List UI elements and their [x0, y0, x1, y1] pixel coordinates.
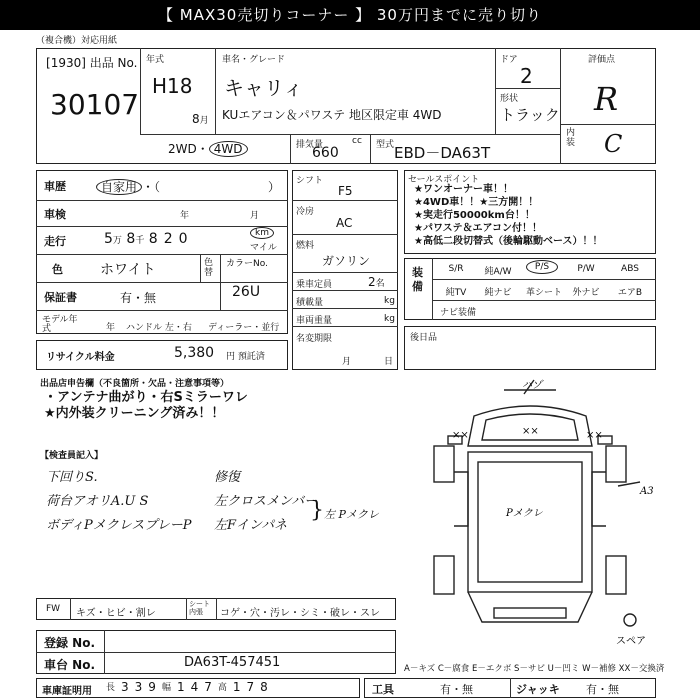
note-line: ・アンテナ曲がり・右Sミラーワレ [44, 390, 248, 405]
diagram-label: スペア [616, 636, 646, 646]
month-value: 8月 [192, 112, 209, 126]
diagram-label: ×× [452, 430, 469, 441]
sales-point-item: ★パワステ＆エアコン付！！ [414, 223, 542, 234]
equip-ext-navi: 外ナビ [572, 288, 600, 298]
interior-value: C [604, 130, 623, 158]
cert-digit: 1 [232, 680, 241, 694]
color-no-value: 26U [232, 284, 261, 300]
inspector-line: 下回りS. [46, 470, 98, 485]
front-left-wheel-shape [434, 446, 454, 482]
diagram-label: Pメクレ [506, 508, 543, 519]
score-value: R [594, 80, 619, 118]
diagram-label: ×× [522, 426, 539, 437]
banner-title: 【 MAX30売切りコーナー 】 30万円までに売り切り [0, 0, 700, 30]
bed-inner-shape [478, 462, 582, 582]
cert-length-label: 長 [106, 683, 116, 693]
note-line: ★内外装クリーニング済み！！ [44, 406, 225, 421]
model-year-unit: 年 [106, 323, 116, 333]
brace-icon: } [310, 498, 324, 523]
front-right-wheel-shape [606, 446, 626, 482]
equip-sr: S/R [448, 264, 464, 274]
warranty-value: 有・無 [120, 291, 157, 305]
cert-digit: 1 [176, 680, 185, 694]
cert-digit: 3 [134, 680, 143, 694]
fw-label: FW [46, 604, 61, 614]
mile-unit: マイル [250, 243, 277, 253]
equip-pw: P/W [577, 264, 595, 274]
tools-label: 工具 [372, 683, 394, 696]
equip-abs: ABS [621, 264, 639, 274]
aircon-label: 冷房 [296, 207, 315, 217]
color-no-label: カラーNo. [226, 259, 268, 269]
cert-digit: 4 [190, 680, 199, 694]
notes-title: 出品店申告欄（不良箇所・欠品・注意事項等） [40, 379, 230, 389]
sales-point-item: ★高低二段切替式（後輪駆動ベース）！！ [414, 236, 603, 247]
score-label: 評価点 [588, 55, 616, 65]
cert-values [106, 680, 268, 694]
inspector-line: 左Fインパネ [214, 518, 288, 533]
type-label: 型式 [376, 140, 395, 150]
capacity-value: 2名 [368, 275, 385, 289]
inspector-notes-right [214, 466, 317, 538]
inspection-year-unit: 年 [180, 211, 190, 221]
cert-label: 車庫証明用 [42, 686, 92, 697]
cert-digit: 9 [148, 680, 156, 694]
inspector-line: ボディPメクレスプレーP [46, 518, 192, 533]
equip-airbag: エアB [617, 288, 643, 298]
inspector-line: 左クロスメンバー [214, 494, 318, 509]
weight-label: 車両重量 [296, 316, 333, 326]
equip-aw: 純A/W [484, 267, 512, 277]
shift-value: F5 [338, 184, 353, 198]
cert-height-label: 高 [217, 683, 227, 693]
shape-label: 形状 [500, 94, 519, 104]
post-fit-label: 後日品 [410, 333, 438, 343]
year-value: H18 [152, 74, 193, 98]
spare-tire-shape [624, 614, 636, 626]
mileage-value: 5万 8千 820 [104, 231, 194, 247]
doors-label: ドア [500, 55, 518, 65]
seat-value: コゲ・穴・汚レ・シミ・破レ・スレ [220, 608, 380, 619]
name-change-label: 名変期限 [296, 334, 333, 344]
shape-value: トラック [500, 106, 560, 124]
inspector-notes-left [46, 466, 192, 538]
model-label: 車名・グレード [222, 55, 286, 65]
sales-point-item: ★ワンオーナー車！！ [414, 184, 513, 195]
cert-digit: 7 [246, 680, 255, 694]
sales-points-title: セールスポイント [408, 175, 480, 185]
chassis-label: 車台 No. [44, 658, 96, 672]
shift-label: シフト [296, 176, 324, 186]
right-side-panel-shape [592, 472, 606, 526]
jack-label: ジャッキ [516, 683, 560, 696]
displacement-unit: cc [352, 136, 362, 146]
km-unit: km [250, 228, 274, 238]
post-fit-block [404, 326, 656, 370]
cert-width-label: 幅 [161, 683, 171, 693]
inspector-side-note: 左 Pメクレ [324, 508, 379, 521]
sales-point-item: ★4WD車！！★三方開！！ [414, 197, 539, 208]
notes-list [44, 390, 248, 422]
diagram-label: A3 [640, 486, 654, 497]
capacity-label: 乗車定員 [296, 280, 333, 290]
chassis-value: DA63T-457451 [184, 655, 281, 670]
name-change-day: 日 [384, 357, 394, 367]
seat-label: シート内張 [189, 600, 210, 616]
equip-ps: P/S [522, 262, 562, 272]
mileage-label: 走行 [44, 235, 66, 248]
cert-digit: 3 [121, 680, 129, 694]
tools-value: 有・無 [440, 683, 473, 696]
weight-unit: kg [384, 314, 395, 324]
history-label: 車歴 [44, 180, 66, 193]
damage-legend: A－キズ C－腐食 E－エクボ S－サビ U－凹ミ W－補修 XX－交換済 [404, 664, 665, 674]
displacement-value: 660 [312, 145, 339, 161]
fuel-label: 燃料 [296, 241, 315, 251]
name-change-month: 月 [342, 357, 352, 367]
rear-bumper-shape [494, 608, 566, 618]
load-label: 積載量 [296, 298, 324, 308]
recycle-label: リサイクル料金 [46, 352, 115, 363]
warranty-label: 保証書 [44, 291, 77, 304]
truck-bed-shape [468, 452, 592, 592]
lot-label: [1930] 出品 No. [46, 56, 138, 70]
load-unit: kg [384, 296, 395, 306]
sales-points-list [414, 183, 602, 248]
rear-right-wheel-shape [606, 556, 626, 594]
fw-value: キズ・ヒビ・割レ [76, 608, 156, 619]
type-value: EBD－DA63T [394, 144, 491, 162]
equip-leather: 革シート [525, 288, 562, 298]
inspector-title: 【検査員記入】 [40, 451, 104, 461]
recycle-unit: 円 預託済 [226, 352, 265, 362]
fuel-value: ガソリン [322, 254, 371, 268]
inspector-line: 修復 [214, 470, 241, 485]
cert-digit: 7 [204, 680, 212, 694]
rear-left-wheel-shape [434, 556, 454, 594]
car-diagram [404, 376, 656, 646]
history-value: 自家用 ・（ ） [96, 178, 280, 195]
inspector-line: 荷台アオリA.U S [46, 494, 149, 509]
color-label: 色 [52, 263, 63, 276]
recycle-value: 5,380 [174, 345, 215, 361]
aircon-value: AC [336, 216, 353, 230]
model-year-label: モデル年式 [42, 315, 78, 334]
cert-digit: 8 [260, 680, 268, 694]
navi-equip-label: ナビ装備 [440, 308, 477, 318]
drive-type: 2WD・ 4WD [168, 140, 248, 157]
displacement-label: 排気量 [296, 140, 324, 150]
jack-value: 有・無 [586, 683, 619, 696]
year-label: 年式 [146, 55, 165, 65]
interior-label: 内装 [566, 128, 576, 148]
handle-label: ハンドル 左・右 [126, 323, 192, 333]
color-value: ホワイト [100, 262, 156, 278]
color-change-label: 色替 [204, 258, 214, 278]
left-side-panel-shape [454, 472, 468, 526]
grade: KUエアコン＆パワステ 地区限定車 4WD [222, 108, 442, 122]
form-title: （複合機）対応用紙 [36, 36, 118, 46]
registration-label: 登録 No. [44, 636, 96, 650]
sales-point-item: ★実走行50000km台！！ [414, 210, 535, 221]
diagram-label: ×× [586, 430, 603, 441]
dealer-label: ディーラー・並行 [208, 323, 280, 333]
equip-navi: 純ナビ [484, 288, 512, 298]
doors-value: 2 [520, 64, 533, 88]
diagram-label: ハゾ [522, 380, 542, 391]
inspection-label: 車検 [44, 208, 66, 221]
equipment-label: 装備 [412, 266, 423, 293]
inspection-month-unit: 月 [250, 211, 260, 221]
equip-tv: 純TV [445, 288, 467, 298]
model-name: キャリィ [224, 76, 304, 100]
lot-number: 30107 [50, 88, 140, 121]
